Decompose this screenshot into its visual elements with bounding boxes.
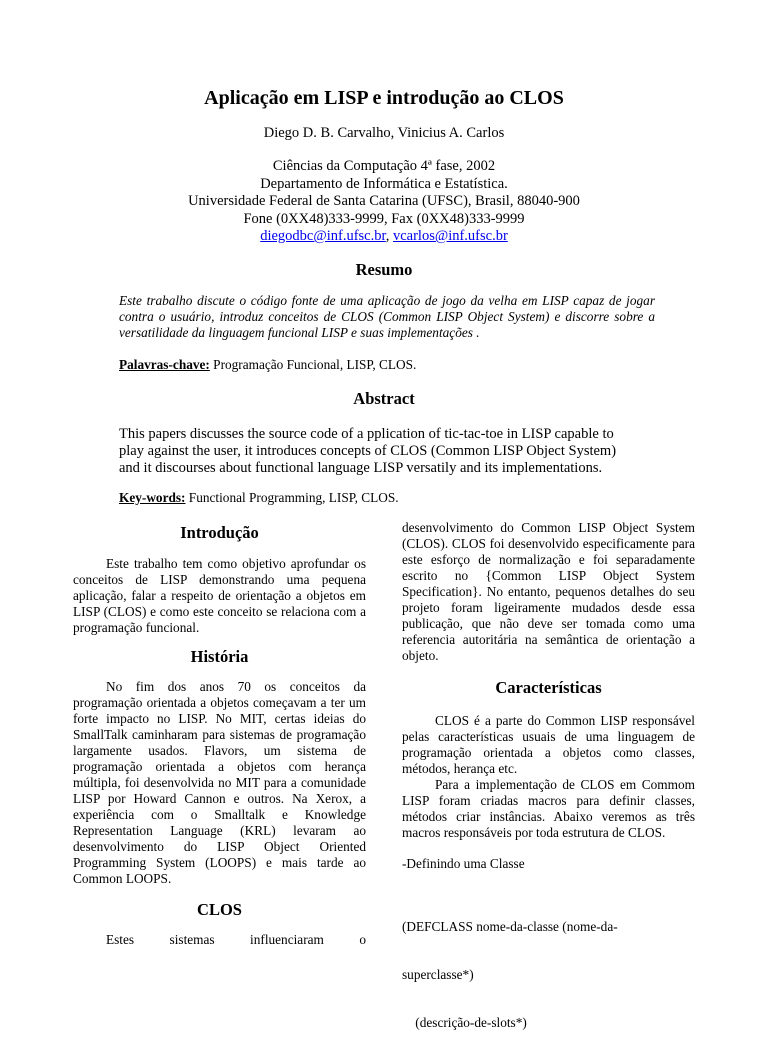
- affiliation-line: Ciências da Computação 4ª fase, 2002: [272, 158, 496, 174]
- historia-paragraph: No fim dos anos 70 os conceitos da programação orientada a objetos começavam a ter um forte impacto no LISP. No MIT, certas ideias do SmallTalk caminharam para sistemas de programação largamente usados. Flavors, um sistema de programação orientada a objetos com herança múltipla, foi desenvolvida no MIT para a comunidade LISP por Howard Cannon e outros. Na Xerox, a experiência com o Smalltalk e Knowledge Representation Language (KRL) levaram ao desenvolvimento do LISP Object Oriented Programming System (LOOPS) e mais tarde ao Common LOOPS.: [73, 679, 366, 886]
- abstract-line: This papers discusses the source code of a pplication of tic-tac-toe in LISP capable to: [119, 426, 614, 442]
- keywords-pt-text: Programação Funcional, LISP, CLOS.: [209, 357, 417, 372]
- caracteristicas-paragraph-2: Para a implementação de CLOS em Commom LISP foram criadas macros para definir classes, métodos criar instâncias. Abaixo veremos as três macros responsáveis por toda estrutura de CLOS.: [402, 777, 695, 840]
- email-separator: ,: [385, 228, 393, 244]
- resumo-heading: Resumo: [355, 260, 413, 279]
- code-line: (descrição-de-slots*): [402, 1015, 527, 1030]
- keywords-en: [119, 490, 659, 506]
- abstract-line: play against the user, it introduces concepts of CLOS (Common LISP Object System): [119, 443, 617, 459]
- right-column: [402, 520, 695, 1063]
- keywords-pt: [119, 357, 659, 373]
- abstract-text: [119, 426, 659, 477]
- keywords-en-label: Key-words:: [119, 490, 186, 505]
- clos-heading: CLOS: [197, 900, 242, 919]
- clos-paragraph: Estes sistemas influenciaram o: [106, 932, 366, 947]
- email-link-first[interactable]: diegodbc@inf.ufsc.br: [260, 228, 386, 244]
- define-class-label: -Definindo uma Classe: [402, 856, 525, 871]
- paper-title: Aplicação em LISP e introdução ao CLOS: [204, 87, 564, 109]
- authors: Diego D. B. Carvalho, Vinicius A. Carlos: [263, 125, 505, 141]
- defclass-code: [402, 887, 695, 1063]
- abstract-heading: Abstract: [353, 389, 415, 408]
- intro-heading: Introdução: [180, 523, 259, 542]
- caracteristicas-heading: Características: [495, 678, 602, 697]
- affiliation-line: Departamento de Informática e Estatística.: [260, 175, 508, 192]
- intro-paragraph: Este trabalho tem como objetivo aprofundar os conceitos de LISP demonstrando uma pequena aplicação, falar a respeito de orientação a objetos em LISP (CLOS) e como este conceito se relaciona com a programação funcional.: [73, 556, 366, 635]
- affiliation: [0, 158, 768, 246]
- left-column: [73, 520, 366, 948]
- clos-paragraph-continued: desenvolvimento do Common LISP Object System (CLOS). CLOS foi desenvolvido especificamente para este esforço de normalização e foi separadamente escrito no {Common LISP Object System Specification}. No entanto, pequenos detalhes do seu projeto foram ligeiramente mudados desde essa publicação, que não deve ser tomada como uma referencia autoritária na semântica de orientação a objeto.: [402, 520, 695, 663]
- affiliation-line: Fone (0XX48)333-9999, Fax (0XX48)333-9999: [243, 210, 525, 227]
- code-line: (DEFCLASS nome-da-classe (nome-da-: [402, 919, 618, 934]
- email-line: [0, 228, 768, 246]
- code-line: superclasse*): [402, 967, 474, 982]
- abstract-line: and it discourses about functional language LISP versatily and its implementations.: [119, 460, 603, 476]
- email-link-second[interactable]: vcarlos@inf.ufsc.br: [392, 228, 508, 244]
- resumo-text: Este trabalho discute o código fonte de uma aplicação de jogo da velha em LISP capaz de jogar contra o usuário, introduz conceitos de CLOS (Common LISP Object System) e discorre sobre a versatilidade da linguagem funcional LISP e suas implementações .: [119, 293, 655, 340]
- historia-heading: História: [190, 647, 249, 666]
- keywords-en-text: Functional Programming, LISP, CLOS.: [185, 490, 399, 505]
- affiliation-line: Universidade Federal de Santa Catarina (UFSC), Brasil, 88040-900: [188, 193, 580, 209]
- caracteristicas-paragraph-1: CLOS é a parte do Common LISP responsável pelas características usuais de uma linguagem de programação orientada a objetos como classes, métodos, herança etc.: [402, 713, 695, 776]
- keywords-pt-label: Palavras-chave:: [119, 357, 210, 372]
